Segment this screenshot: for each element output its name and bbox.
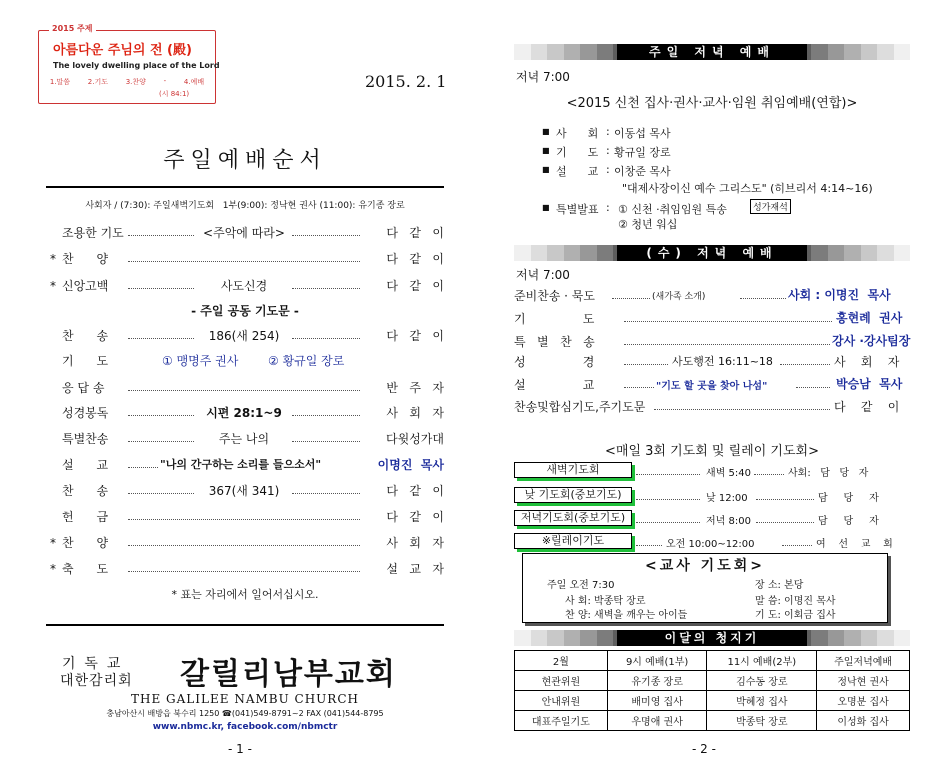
row-name: 신앙고백: [62, 279, 109, 293]
row-who: 사회 : 이명진 목사: [788, 288, 891, 302]
row-name: 찬 양: [62, 252, 109, 266]
row-content: 186(새 254): [208, 329, 280, 343]
row-content: 시편 28:1~9: [206, 406, 282, 420]
row-name: 축 도: [62, 562, 109, 576]
theme-title-kr: 아름다운 주님의 전 (殿): [53, 43, 192, 58]
item-label: 기 도: [556, 146, 599, 159]
table-cell: 우명애 권사: [607, 711, 707, 731]
row-content: 사도행전 16:11~18: [672, 355, 773, 368]
row-who: 다 같 이: [386, 484, 444, 498]
item-value: 이동섭 목사: [614, 127, 671, 140]
wednesday-evening-time: 저녁 7:00: [516, 268, 570, 282]
table-cell: 대표주일기도: [515, 711, 608, 731]
row-content: 사도신경: [220, 279, 268, 293]
table-cell: 오명분 집사: [817, 691, 910, 711]
table-cell: 안내위원: [515, 691, 608, 711]
bullet-icon: ■: [542, 165, 550, 174]
row-content: 주는 나의: [218, 432, 270, 446]
prayer-time: 낮 12:00: [706, 493, 748, 504]
theme-title-en: The lovely dwelling place of the Lord: [53, 61, 220, 70]
teacher-prayer-word: 말 씀: 이명진 목사: [755, 596, 836, 607]
row-name: 설 교: [514, 378, 595, 392]
row-content: "기도 할 곳을 찾아 나섬": [656, 381, 768, 392]
table-cell: 정낙현 권사: [817, 671, 910, 691]
item-label: 설 교: [556, 165, 599, 178]
table-header: 11시 예배(2부): [707, 651, 817, 671]
prayer-label-box: 새벽기도회: [514, 462, 632, 478]
row-who: 반 주 자: [386, 381, 444, 395]
stewards-table: [514, 650, 910, 731]
church-denomination-2: 대한감리회: [60, 673, 133, 689]
table-row: [515, 711, 910, 731]
prayer-who: 담 당 자: [818, 493, 879, 504]
theme-item: 2.기도: [87, 78, 108, 86]
table-cell: 김수동 장로: [707, 671, 817, 691]
item-colon: :: [606, 125, 610, 138]
row-mark: *: [50, 252, 56, 266]
prayer-who: 담 당 자: [818, 516, 879, 527]
prayer-time: 새벽 5:40: [706, 468, 751, 479]
prayer-time: 오전 10:00~12:00: [666, 539, 755, 550]
prayer-label-box: 낮 기도회(중보기도): [514, 487, 632, 503]
order-title: 주일예배순서: [163, 148, 327, 173]
church-address: 충남아산시 배방읍 북수리 1250 ☎(041)549-8791~2 FAX (041)544-8795: [106, 709, 384, 718]
prayer-who: 사회: 담 당 자: [788, 468, 869, 479]
row-who: 홍현례 권사: [836, 311, 903, 325]
church-denomination-1: 기 독 교: [62, 656, 121, 672]
theme-item: 4.예배: [183, 78, 205, 86]
prayer-label-box: 저녁기도회(중보기도): [514, 510, 632, 526]
sunday-evening-title: <2015 신천 집사·권사·교사·임원 취임예배(연합)>: [566, 96, 858, 111]
church-name-en: THE GALILEE NAMBU CHURCH: [131, 692, 359, 706]
row-name: 설 교: [62, 458, 109, 472]
table-cell: 박혜정 집사: [707, 691, 817, 711]
row-who: 사 회 자: [386, 536, 444, 550]
special-1: ① 신천 ·취임임원 특송: [618, 203, 727, 216]
wednesday-evening-header: (수) 저녁 예배: [617, 245, 807, 261]
special-label: 특별발표: [556, 203, 599, 216]
table-cell: 현관위원: [515, 671, 608, 691]
teacher-prayer-title: <교사 기도회>: [645, 558, 765, 574]
row-who: 이명진 목사: [377, 458, 444, 472]
prayer-time: 저녁 8:00: [706, 516, 751, 527]
item-value: 이창준 목사: [614, 165, 671, 178]
row-name: 준비찬송 · 묵도: [514, 289, 595, 303]
row-name: 헌 금: [62, 510, 109, 524]
row-who: 박승남 목사: [836, 377, 903, 391]
row-who: 강사 ·강사팀장: [832, 334, 911, 348]
theme-box: [38, 24, 220, 104]
table-header-row: [515, 651, 910, 671]
cleaning-header: 이달의 청지기: [617, 630, 807, 646]
footer-rule: [46, 624, 444, 626]
item-colon: :: [606, 144, 610, 157]
row-who: 다 같 이: [386, 329, 444, 343]
theme-item: 3.찬양: [125, 78, 146, 86]
table-cell: 박종탁 장로: [707, 711, 817, 731]
table-header: 2월: [515, 651, 608, 671]
row-mark: *: [50, 536, 56, 550]
table-cell: 이성화 집사: [817, 711, 910, 731]
item-label: 사 회: [556, 127, 599, 140]
row-name: 찬송및합심기도,주기도문: [514, 400, 646, 414]
table-row: [515, 671, 910, 691]
row-who: 다 같 이: [834, 400, 900, 414]
special-1-tag: 성가재석: [750, 199, 791, 214]
table-header: 주일저녁예배: [817, 651, 910, 671]
item-colon: :: [606, 163, 610, 176]
teacher-prayer-song: 찬 양: 새벽을 깨우는 아이들: [565, 610, 688, 621]
table-row: [515, 691, 910, 711]
row-content: <주악에 따라>: [203, 226, 285, 240]
teacher-prayer-prayer: 기 도: 이회금 집사: [755, 610, 836, 621]
theme-verse: (시 84:1): [159, 90, 190, 98]
row-name: 찬 송: [62, 329, 109, 343]
row-name: 찬 양: [62, 536, 109, 550]
bulletin-date: 2015. 2. 1: [365, 72, 447, 91]
sermon-title: "대제사장이신 예수 그리스도" (히브리서 4:14~16): [622, 182, 873, 195]
row-who: 설 교 자: [386, 562, 444, 576]
daily-prayer-title: <매일 3회 기도회 및 릴레이 기도회>: [605, 444, 819, 459]
teacher-prayer-time: 주일 오전 7:30: [547, 580, 615, 591]
row-who: 다 같 이: [386, 252, 444, 266]
row-name: 특 별 찬 송: [514, 335, 595, 349]
row-content: (새가족 소개): [652, 292, 706, 302]
prayer-leader-2: ② 황규일 장로: [268, 354, 345, 368]
row-who: 다윗성가대: [386, 432, 444, 446]
table-cell: 배미영 집사: [607, 691, 707, 711]
row-name: 찬 송: [62, 484, 109, 498]
page-number-1: - 1 -: [228, 742, 252, 756]
church-web[interactable]: www.nbmc.kr, facebook.com/nbmctr: [152, 722, 338, 732]
bullet-icon: ■: [542, 127, 550, 136]
teacher-prayer-place: 장 소: 본당: [755, 580, 804, 591]
row-name: 성경봉독: [62, 406, 109, 420]
row-who: 다 같 이: [386, 279, 444, 293]
prayer-who: 여 선 교 회: [816, 539, 893, 550]
row-name: 조용한 기도: [62, 226, 124, 240]
row-name: 기 도: [62, 354, 109, 368]
theme-year: 2015 주제: [49, 23, 96, 34]
item-colon: :: [606, 201, 610, 214]
sunday-evening-header: 주일 저녁 예배: [617, 44, 807, 60]
church-name-kr: 갈릴리남부교회: [180, 657, 397, 692]
table-header: 9시 예배(1부): [607, 651, 707, 671]
bullet-icon: ■: [542, 203, 550, 212]
row-name: 특별찬송: [62, 432, 109, 446]
theme-item: 1.말씀: [49, 78, 71, 86]
row-mark: *: [50, 562, 56, 576]
row-name: 기 도: [514, 312, 595, 326]
sunday-evening-time: 저녁 7:00: [516, 70, 570, 84]
theme-items: [41, 77, 213, 87]
row-name: 응 답 송: [62, 381, 105, 395]
item-value: 황규일 장로: [614, 146, 671, 159]
row-name: 성 경: [514, 355, 595, 369]
special-2: ② 청년 워십: [618, 218, 678, 231]
row-who: 다 같 이: [386, 510, 444, 524]
row-who: 사 회 자: [834, 355, 900, 369]
presiders: 사회자 / (7:30): 주일새벽기도회 1부(9:00): 정낙현 권사 (11:00): 유기종 장로: [85, 201, 405, 211]
title-rule: [46, 186, 444, 188]
teacher-prayer-host: 사 회: 박종탁 장로: [565, 596, 646, 607]
row-mark: *: [50, 279, 56, 293]
bullet-icon: ■: [542, 146, 550, 155]
page-number-2: - 2 -: [692, 742, 716, 756]
teacher-prayer-box: [522, 553, 888, 623]
stand-note: * 표는 자리에서 일어서십시오.: [171, 588, 319, 601]
common-prayer-heading: - 주일 공동 기도문 -: [191, 304, 299, 318]
row-content: 367(새 341): [208, 484, 280, 498]
row-who: 다 같 이: [386, 226, 444, 240]
page-divider: [474, 0, 475, 771]
row-who: 사 회 자: [386, 406, 444, 420]
prayer-label-box: ※릴레이기도: [514, 533, 632, 549]
table-cell: 유기종 장로: [607, 671, 707, 691]
sermon-title: "나의 간구하는 소리를 들으소서": [160, 458, 322, 471]
prayer-leader-1: ① 맹명주 권사: [162, 354, 239, 368]
theme-item: -: [163, 77, 167, 85]
